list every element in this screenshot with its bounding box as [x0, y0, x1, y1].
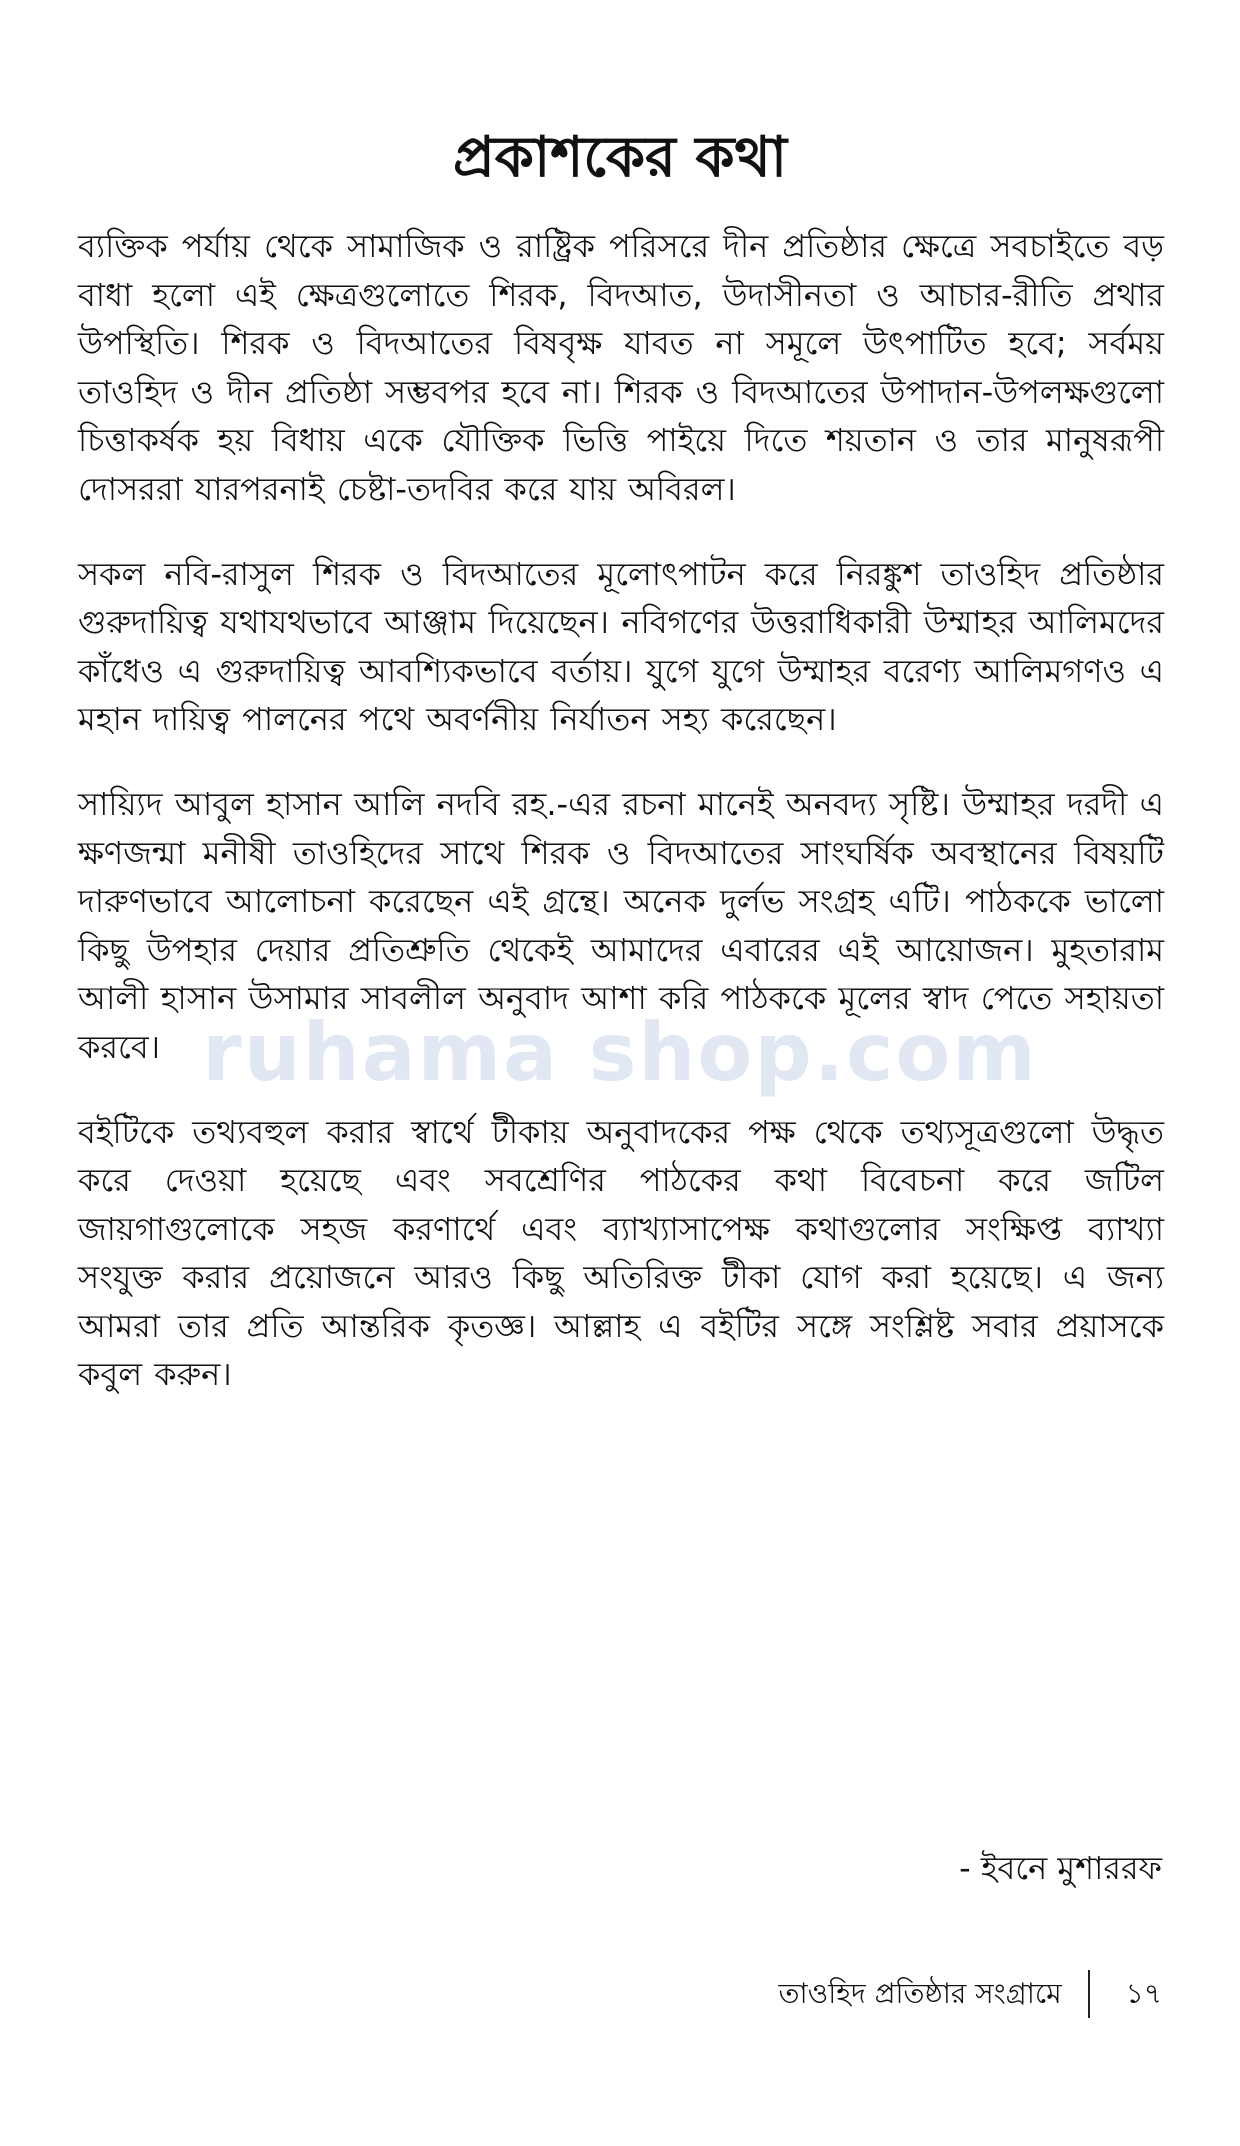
footer-divider [1088, 1970, 1090, 2018]
page-footer [779, 1968, 1162, 2020]
signature: - ইবনে মুশাররফ [959, 1849, 1162, 1887]
watermark: ruhama shop.com [202, 1006, 1038, 1099]
page-number: ১৭ [1125, 1977, 1162, 2010]
body-text [78, 222, 1164, 1435]
paragraph-3: সায়্যিদ আবুল হাসান আলি নদবি রহ.-এর রচনা মানেই অনবদ্য সৃষ্টি। উম্মাহর দরদী এ ক্ষণজন্মা মনীষী তাওহিদের সাথে শিরক ও বিদআতের সাংঘর্ষিক অবস্থানের বিষয়টি দারুণভাবে আলোচনা করেছেন এই গ্রন্থে। অনেক দুর্লভ সংগ্রহ এটি। পাঠককে ভালো কিছু উপহার দেয়ার প্রতিশ্রুতি থেকেই আমাদের এবারের এই আয়োজন। মুহতারাম আলী হাসান উসামার সাবলীল অনুবাদ আশা করি পাঠককে মূলের স্বাদ পেতে সহায়তা করবে। [78, 784, 1164, 1066]
paragraph-1: ব্যক্তিক পর্যায় থেকে সামাজিক ও রাষ্ট্রিক পরিসরে দীন প্রতিষ্ঠার ক্ষেত্রে সবচাইতে বড় বাধা হলো এই ক্ষেত্রগুলোতে শিরক, বিদআত, উদাসীনতা ও আচার-রীতি প্রথার উপস্থিতি। শিরক ও বিদআতের বিষবৃক্ষ যাবত না সমূলে উৎপাটিত হবে; সর্বময় তাওহিদ ও দীন প্রতিষ্ঠা সম্ভবপর হবে না। শিরক ও বিদআতের উপাদান-উপলক্ষগুলো চিত্তাকর্ষক হয় বিধায় একে যৌক্তিক ভিত্তি পাইয়ে দিতে শয়তান ও তার মানুষরূপী দোসররা যারপরনাই চেষ্টা-তদবির করে যায় অবিরল। [78, 227, 1164, 508]
paragraph-2: সকল নবি-রাসুল শিরক ও বিদআতের মূলোৎপাটন করে নিরঙ্কুশ তাওহিদ প্রতিষ্ঠার গুরুদায়িত্ব যথাযথভাবে আঞ্জাম দিয়েছেন। নবিগণের উত্তরাধিকারী উম্মাহর আলিমদের কাঁধেও এ গুরুদায়িত্ব আবশ্যিকভাবে বর্তায়। যুগে যুগে উম্মাহর বরেণ্য আলিমগণও এ মহান দায়িত্ব পালনের পথে অবর্ণনীয় নির্যাতন সহ্য করেছেন। [78, 554, 1164, 739]
footer-book-title: তাওহিদ প্রতিষ্ঠার সংগ্রামে [778, 1977, 1062, 2010]
paragraph-4: বইটিকে তথ্যবহুল করার স্বার্থে টীকায় অনুবাদকের পক্ষ থেকে তথ্যসূত্রগুলো উদ্ধৃত করে দেওয়া হয়েছে এবং সবশ্রেণির পাঠকের কথা বিবেচনা করে জটিল জায়গাগুলোকে সহজ করণার্থে এবং ব্যাখ্যাসাপেক্ষ কথাগুলোর সংক্ষিপ্ত ব্যাখ্যা সংযুক্ত করার প্রয়োজনে আরও কিছু অতিরিক্ত টীকা যোগ করা হয়েছে। এ জন্য আমরা তার প্রতি আন্তরিক কৃতজ্ঞ। আল্লাহ এ বইটির সঙ্গে সংশ্লিষ্ট সবার প্রয়াসকে কবুল করুন। [78, 1112, 1164, 1394]
page-title: প্রকাশকের কথা [452, 125, 787, 190]
